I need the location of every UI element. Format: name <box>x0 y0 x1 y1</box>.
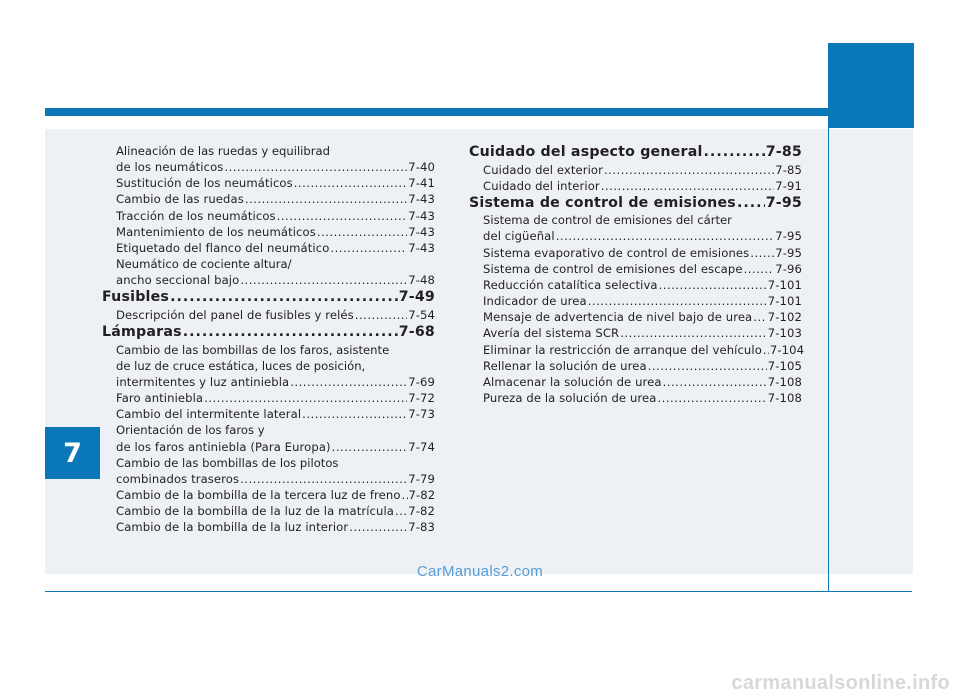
toc-entry[interactable] <box>469 293 802 309</box>
dot-leader <box>224 159 407 175</box>
toc-entry-title: intermitentes y luz antiniebla <box>116 374 290 389</box>
toc-page-number: 7-101 <box>767 277 802 292</box>
toc-entry[interactable] <box>102 240 435 256</box>
dot-leader <box>317 224 407 240</box>
toc-entry-title: combinados traseros <box>116 471 240 486</box>
toc-entry-title: Faro antiniebla <box>116 391 204 406</box>
toc-entry[interactable] <box>469 178 802 194</box>
toc-entry-title: Cuidado del exterior <box>483 162 603 177</box>
toc-page-number: 7-82 <box>408 487 436 502</box>
dot-leader <box>204 390 407 406</box>
toc-entry-title: Cambio de las ruedas <box>116 192 244 207</box>
dot-leader <box>349 519 407 535</box>
toc-entry[interactable] <box>469 325 802 341</box>
toc-entry-text: Neumático de cociente altura/ <box>116 257 292 272</box>
watermark-corner: carmanualsonline.info <box>731 672 950 694</box>
footer-rule <box>45 591 912 592</box>
toc-page-number: 7-91 <box>775 178 802 193</box>
toc-entry-title: Lámparas <box>102 324 182 341</box>
toc-entry-title: Cambio de la bombilla de la luz de la matrícula <box>116 504 394 519</box>
dot-leader <box>290 374 407 390</box>
toc-entry[interactable] <box>102 471 435 487</box>
toc-entry[interactable] <box>102 519 435 535</box>
watermark-center: CarManuals2.com <box>416 563 544 580</box>
toc-entry-title: Descripción del panel de fusibles y relés <box>116 307 354 322</box>
toc-entry-title: Mensaje de advertencia de nivel bajo de urea <box>483 310 753 325</box>
toc-entry-title: Tracción de los neumáticos <box>116 208 276 223</box>
dot-leader <box>588 293 767 309</box>
toc-entry[interactable] <box>102 208 435 224</box>
toc-entry-title: Mantenimiento de los neumáticos <box>116 224 316 239</box>
toc-entry[interactable] <box>102 159 435 175</box>
dot-leader <box>753 309 767 325</box>
toc-page-number: 7-54 <box>408 307 435 322</box>
dot-leader <box>355 307 407 323</box>
toc-entry-text: Cambio de las bombillas de los pilotos <box>116 455 339 470</box>
toc-entry[interactable] <box>469 309 802 325</box>
dot-leader <box>659 277 767 293</box>
toc-entry-title: Cambio de la bombilla de la luz interior <box>116 520 349 535</box>
chapter-number-badge: 7 <box>45 427 100 479</box>
toc-entry-text: Alineación de las ruedas y equilibrad <box>116 144 330 158</box>
toc-entry[interactable] <box>102 439 435 455</box>
dot-leader <box>294 175 408 191</box>
dot-leader <box>763 342 769 358</box>
dot-leader <box>240 471 407 487</box>
dot-leader <box>302 406 407 422</box>
toc-entry-title: Rellenar la solución de urea <box>483 358 647 373</box>
toc-entry[interactable] <box>469 245 802 261</box>
toc-page-number: 7-96 <box>775 261 802 276</box>
toc-entry[interactable] <box>469 390 802 406</box>
toc-page-number: 7-72 <box>408 391 435 406</box>
toc-entry[interactable] <box>469 342 805 358</box>
toc-page-number: 7-40 <box>408 160 435 175</box>
toc-page-number: 7-95 <box>775 229 802 244</box>
toc-entry-title: Pureza de la solución de urea <box>483 391 657 406</box>
dot-leader <box>240 272 407 288</box>
toc-entry[interactable] <box>102 503 435 519</box>
dot-leader <box>657 390 766 406</box>
toc-page-number: 7-108 <box>767 374 802 389</box>
toc-entry-title: Eliminar la restricción de arranque del vehículo <box>483 342 762 357</box>
toc-entry-text: Orientación de los faros y <box>116 423 265 438</box>
dot-leader <box>750 245 774 261</box>
toc-entry-title: Sustitución de los neumáticos <box>116 176 293 191</box>
dot-leader <box>330 240 407 256</box>
toc-entry-title: del cigüeñal <box>483 229 555 244</box>
toc-entry[interactable] <box>102 175 435 191</box>
toc-page-number: 7-41 <box>408 176 435 191</box>
toc-entry[interactable] <box>102 224 435 240</box>
toc-entry[interactable] <box>102 307 435 323</box>
dot-leader <box>704 143 765 162</box>
toc-column-left <box>102 143 435 535</box>
header-rule <box>45 108 912 116</box>
toc-page-number: 7-74 <box>408 439 435 454</box>
dot-leader <box>648 358 767 374</box>
toc-entry[interactable] <box>469 261 802 277</box>
toc-page-number: 7-95 <box>775 245 802 260</box>
toc-entry-title: Avería del sistema SCR <box>483 326 620 341</box>
toc-page-number: 7-85 <box>775 162 802 177</box>
dot-leader <box>601 178 775 194</box>
toc-entry-title: Fusibles <box>102 289 170 306</box>
toc-page-number: 7-43 <box>408 224 435 239</box>
toc-entry-title: Reducción catalítica selectiva <box>483 277 658 292</box>
toc-page-number: 7-101 <box>767 294 802 309</box>
toc-page-number: 7-73 <box>408 407 435 422</box>
toc-page-number: 7-68 <box>398 324 435 341</box>
toc-entry-title: de los neumáticos <box>116 160 224 175</box>
toc-page-number: 7-103 <box>767 326 802 341</box>
dot-leader <box>332 439 408 455</box>
dot-leader <box>744 261 775 277</box>
toc-entry-title: Cuidado del interior <box>483 178 600 193</box>
toc-entry[interactable] <box>102 406 435 422</box>
dot-leader <box>737 194 765 213</box>
toc-entry-title: Sistema evaporativo de control de emisiones <box>483 245 750 260</box>
dot-leader <box>277 208 408 224</box>
toc-entry[interactable] <box>469 228 802 244</box>
toc-page-number: 7-105 <box>767 358 802 373</box>
toc-entry[interactable] <box>102 272 435 288</box>
toc-page-number: 7-104 <box>769 342 805 357</box>
toc-section-entry[interactable] <box>102 323 435 342</box>
toc-page-number: 7-43 <box>408 192 435 207</box>
margin-rule <box>828 128 829 592</box>
toc-entry-title: Cuidado del aspecto general <box>469 144 703 160</box>
toc-entry-title: ancho seccional bajo <box>116 273 240 288</box>
toc-page-number: 7-83 <box>408 520 435 535</box>
dot-leader <box>183 323 398 342</box>
dot-leader <box>556 228 775 244</box>
toc-page-number: 7-85 <box>765 144 802 160</box>
toc-page-number: 7-82 <box>408 504 435 519</box>
dot-leader <box>395 503 407 519</box>
toc-section-entry[interactable] <box>469 194 802 213</box>
toc-entry-title: Indicador de urea <box>483 294 587 309</box>
toc-page-number: 7-43 <box>408 240 435 255</box>
toc-entry[interactable] <box>102 487 435 503</box>
toc-page-number: 7-95 <box>765 194 802 211</box>
toc-entry-text: Sistema de control de emisiones del cárter <box>483 213 732 228</box>
toc-entry-title: Cambio del intermitente lateral <box>116 407 302 422</box>
toc-entry[interactable] <box>469 277 802 293</box>
dot-leader <box>170 288 398 307</box>
toc-page-number: 7-48 <box>408 273 435 288</box>
dot-leader <box>402 487 408 503</box>
dot-leader <box>604 162 774 178</box>
toc-section-entry[interactable] <box>102 288 435 307</box>
toc-page-number: 7-49 <box>398 289 435 306</box>
toc-entry-text: Cambio de las bombillas de los faros, asistente <box>116 342 390 357</box>
chapter-tab-block <box>828 43 914 128</box>
toc-entry-title: Sistema de control de emisiones <box>469 194 736 211</box>
toc-entry[interactable] <box>102 191 435 207</box>
toc-entry[interactable] <box>102 374 435 390</box>
toc-entry-title: Sistema de control de emisiones del escape <box>483 261 743 276</box>
toc-page-number: 7-69 <box>408 374 435 389</box>
toc-entry[interactable] <box>102 390 435 406</box>
toc-column-right <box>469 143 805 406</box>
toc-page-number: 7-79 <box>408 471 435 486</box>
toc-entry-title: Etiquetado del flanco del neumático <box>116 240 330 255</box>
toc-entry-text: de luz de cruce estática, luces de posición, <box>116 358 366 373</box>
toc-page-number: 7-43 <box>408 208 435 223</box>
toc-page-number: 7-108 <box>767 391 802 406</box>
toc-entry[interactable] <box>469 374 802 390</box>
toc-entry-title: Almacenar la solución de urea <box>483 374 662 389</box>
toc-entry[interactable] <box>469 162 802 178</box>
dot-leader <box>245 191 407 207</box>
toc-section-entry[interactable] <box>469 143 802 162</box>
dot-leader <box>620 325 767 341</box>
toc-page-number: 7-102 <box>767 310 802 325</box>
toc-entry-title: de los faros antiniebla (Para Europa) <box>116 439 331 454</box>
toc-entry-title: Cambio de la bombilla de la tercera luz de freno <box>116 487 401 502</box>
dot-leader <box>663 374 767 390</box>
toc-entry[interactable] <box>469 358 802 374</box>
